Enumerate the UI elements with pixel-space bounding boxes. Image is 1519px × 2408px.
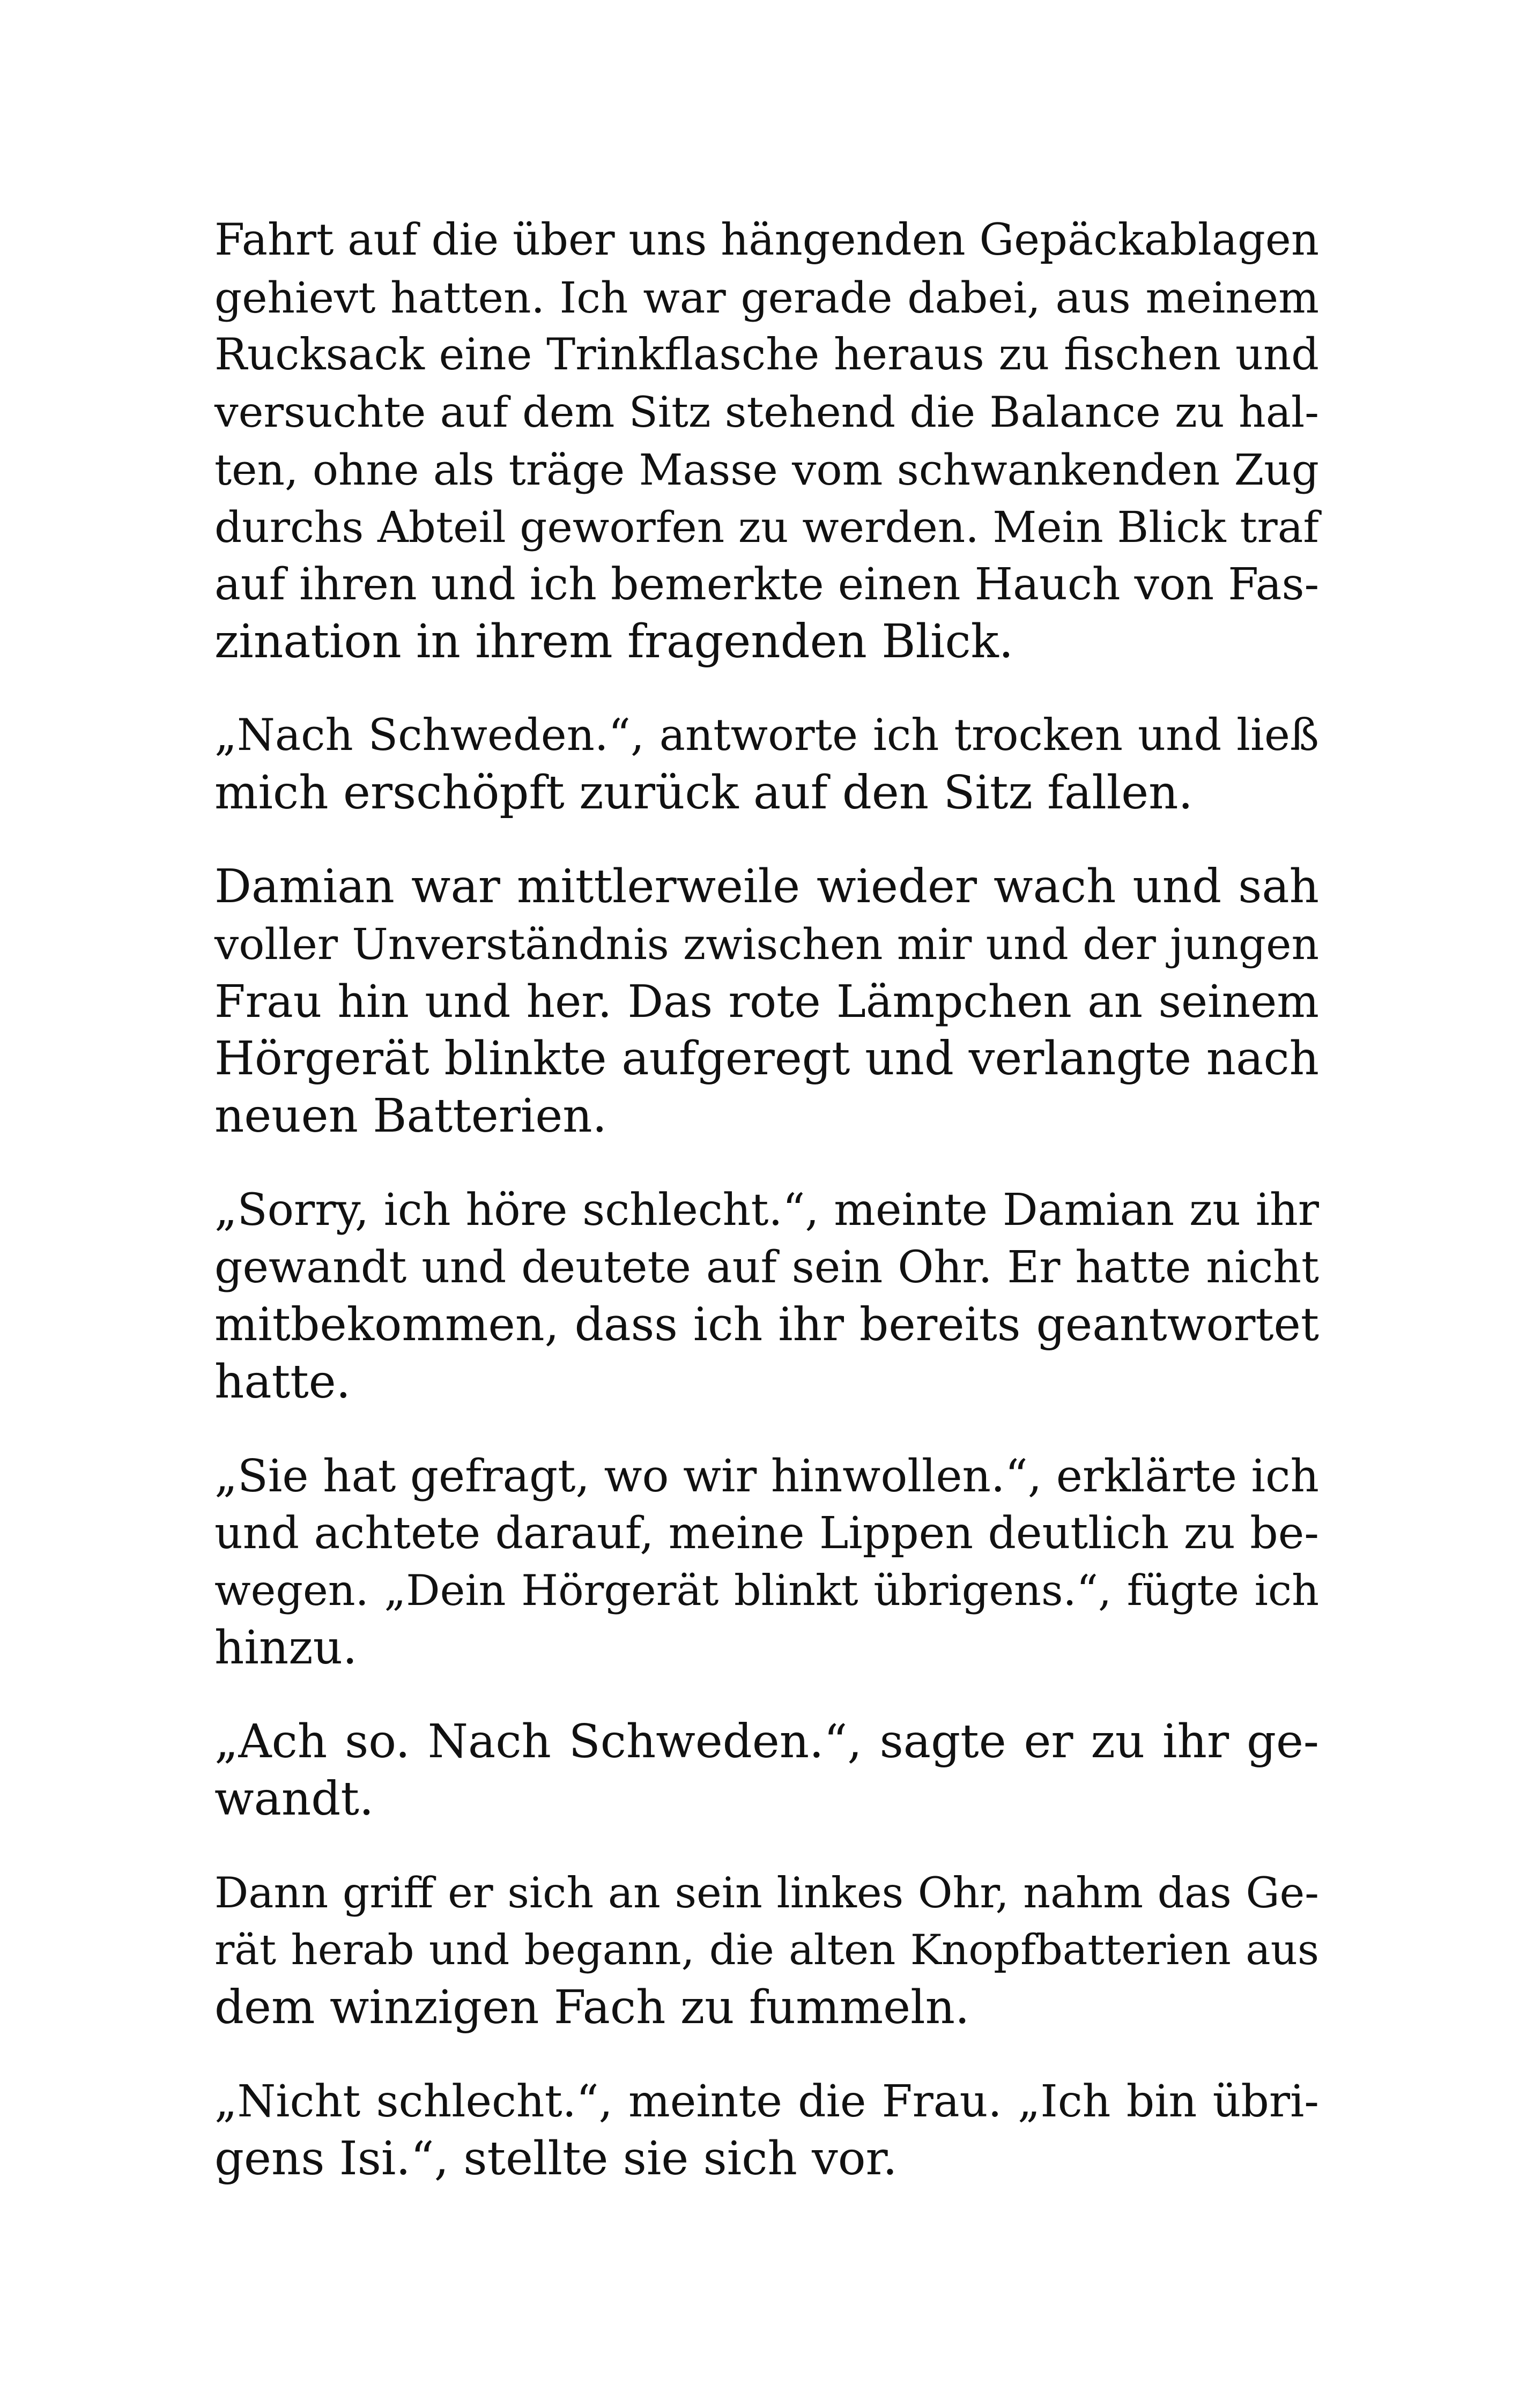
text-line: zination in ihrem fragenden Blick. [214, 615, 1014, 668]
paragraph [214, 1447, 1319, 1677]
text-line: neuen Batterien. [214, 1089, 607, 1143]
text-line: gehievt hatten. Ich war gerade dabei, aus meinem [214, 273, 1319, 323]
text-line: durchs Abteil geworfen zu werden. Mein Blick traf [214, 502, 1319, 552]
text-line: auf ihren und ich bemerkte einen Hauch von Fas- [214, 559, 1320, 610]
paragraph [214, 1181, 1319, 1411]
text-line: und achtete darauf, meine Lippen deutlich zu be- [214, 1508, 1319, 1559]
body-text [214, 212, 1319, 2224]
text-line: „Ach so. Nach Schweden.“, sagte er zu ihr ge- [214, 1715, 1319, 1768]
paragraph [214, 1713, 1319, 1828]
text-line: gewandt und deutete auf sein Ohr. Er hatte nicht [214, 1242, 1319, 1293]
text-line: ten, ohne als träge Masse vom schwankenden Zug [214, 445, 1319, 495]
text-line: dem winzigen Fach zu fummeln. [214, 1981, 970, 2034]
paragraph [214, 707, 1319, 822]
text-line: „Sorry, ich höre schlecht.“, meinte Damian zu ihr [214, 1185, 1319, 1236]
text-line: Fahrt auf die über uns hängenden Gepäckablagen [214, 215, 1319, 265]
text-line: versuchte auf dem Sitz stehend die Balance zu hal- [214, 388, 1319, 437]
text-line: rät herab und begann, die alten Knopfbatterien aus [214, 1926, 1319, 1974]
text-line: „Nach Schweden.“, antworte ich trocken und ließ [214, 710, 1319, 761]
text-line: hatte. [214, 1355, 351, 1409]
text-line: gens Isi.“, stellte sie sich vor. [214, 2132, 898, 2186]
text-line: Hörgerät blinkte aufgeregt und verlangte nach [214, 1032, 1319, 1086]
text-line: hinzu. [214, 1621, 358, 1675]
text-line: mitbekommen, dass ich ihr bereits geantwortet [214, 1298, 1319, 1351]
text-line: Frau hin und her. Das rote Lämpchen an seinem [214, 976, 1319, 1028]
paragraph [214, 1864, 1319, 2037]
text-line: Dann griff er sich an sein linkes Ohr, nahm das Ge- [214, 1868, 1319, 1918]
text-line: „Sie hat gefragt, wo wir hinwollen.“, erklärte ich [214, 1450, 1319, 1502]
paragraph [214, 212, 1319, 671]
text-line: „Nicht schlecht.“, meinte die Frau. „Ich bin übri- [214, 2076, 1319, 2127]
text-line: wegen. „Dein Hörgerät blinkt übrigens.“, fügte ich [214, 1566, 1319, 1615]
text-line: Damian war mittlerweile wieder wach und sah [214, 860, 1319, 913]
paragraph [214, 2073, 1319, 2188]
text-line: mich erschöpft zurück auf den Sitz fallen. [214, 766, 1193, 820]
text-line: wandt. [214, 1772, 374, 1826]
paragraph [214, 858, 1319, 1145]
text-line: Rucksack eine Trinkflasche heraus zu fischen und [214, 330, 1319, 380]
text-line: voller Unverständnis zwischen mir und der jungen [214, 919, 1319, 969]
